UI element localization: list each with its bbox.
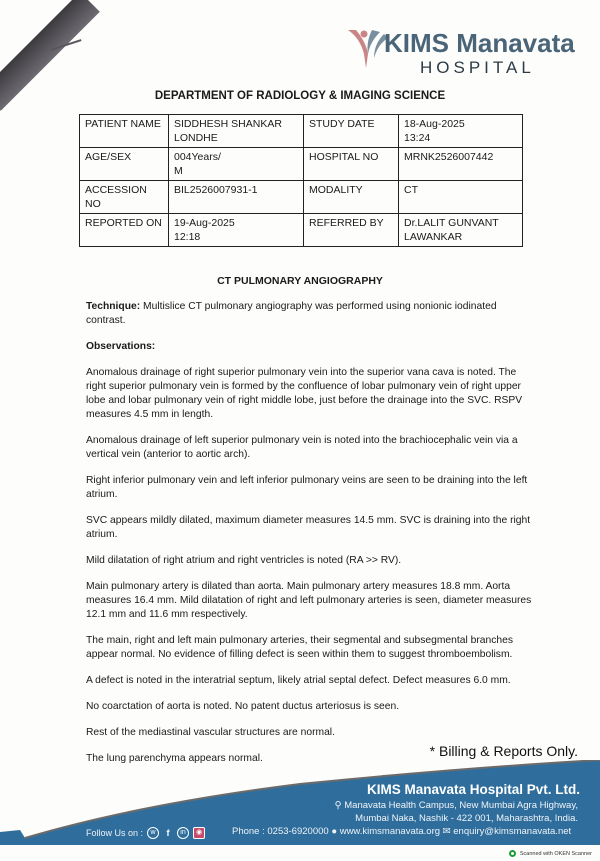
footer-address-line2: Mumbai Naka, Nashik - 422 001, Maharashtra, India. [355,813,578,824]
observation-paragraph: No coarctation of aorta is noted. No patent ductus arteriosus is seen. [86,701,400,712]
observation-paragraph: Right inferior pulmonary vein and left inferior pulmonary veins are seen to be draining into the left atrium. [86,475,528,500]
phone-text: Phone : 0253-6920000 [232,826,329,837]
observation-paragraph: The lung parenchyma appears normal. [86,753,263,764]
globe-icon: ● [331,826,338,837]
info-value-line: 12:18 [174,231,201,243]
observations-label: Observations: [86,341,156,352]
info-label: STUDY DATE [304,115,399,148]
info-value [169,181,304,214]
info-value [169,148,304,181]
info-value-line: LONDHE [174,132,218,144]
brand-name: KIMS Manavata [384,28,575,58]
info-value-line: 18-Aug-2025 [404,118,465,130]
report-title: CT PULMONARY ANGIOGRAPHY [217,275,383,287]
info-label: PATIENT NAME [80,115,169,148]
info-value-line: 19-Aug-2025 [174,217,235,229]
report-body [86,300,536,778]
info-row [80,214,523,247]
billing-note: * Billing & Reports Only. [429,743,578,759]
footer-contact [232,826,571,837]
technique-text: Multislice CT pulmonary angiography was performed using nonionic iodinated contrast. [86,301,497,326]
observation-paragraph: Rest of the mediastinal vascular structures are normal. [86,727,335,738]
linkedin-icon[interactable]: in [177,827,189,839]
brand-subtitle: HOSPITAL [420,58,535,77]
info-value-line: Dr.LALIT GUNVANT [404,217,499,229]
facebook-icon[interactable]: f [166,828,170,838]
observation-paragraph: Anomalous drainage of right superior pulmonary vein into the superior vana cava is noted. The right superior pulmonary vein is formed by the confluence of lobar pulmonary vein of right upper lobe and lobar pulmonary vein of right middle lobe, just before the drainage into the SVC. RSPV measures 4.5 mm in length. [86,367,523,420]
mail-icon: ✉ [442,826,451,837]
info-value [169,115,304,148]
info-value-line: SIDDHESH SHANKAR [174,118,282,130]
info-value [169,214,304,247]
hospital-logo [340,22,580,82]
scanner-logo-icon [509,850,516,857]
info-value [399,115,523,148]
observation-paragraph: The main, right and left main pulmonary arteries, their segmental and subsegmental branches appear normal. No evidence of filling defect is seen within them to suggest thromboembolism. [86,635,513,660]
location-pin-icon: ⚲ [334,800,345,811]
scanner-text: Scanned with OKEN Scanner [519,850,592,857]
info-row [80,148,523,181]
email-link[interactable]: enquiry@kimsmanavata.net [453,826,572,837]
technique-label: Technique: [86,301,141,312]
info-value-line: M [174,165,183,177]
website-link[interactable]: www.kimsmanavata.org [339,826,441,837]
scanner-watermark [509,850,592,857]
patient-info-table [79,114,523,247]
info-row [80,181,523,214]
info-label: MODALITY [304,181,399,214]
info-label: REFERRED BY [304,214,399,247]
info-value [399,181,523,214]
info-row [80,115,523,148]
info-label: ACCESSION NO [80,181,169,214]
footer-address-line1 [335,800,578,811]
observation-paragraph: Mild dilatation of right atrium and right ventricles is noted (RA >> RV). [86,555,402,566]
info-value-line: BIL2526007931-1 [174,184,258,196]
address-line1-text: Manavata Health Campus, New Mumbai Agra Highway, [344,800,578,811]
observation-paragraph: Anomalous drainage of left superior pulmonary vein is noted into the brachiocephalic vein via a vertical vein (anterior to aortic arch). [86,435,518,460]
observation-paragraph: A defect is noted in the interatrial septum, likely atrial septal defect. Defect measures 6.0 mm. [86,675,511,686]
logo-figure-icon [344,24,388,70]
technique-line [86,300,536,328]
info-value-line: CT [404,184,418,196]
observations-list [86,366,536,766]
instagram-icon[interactable]: ◉ [193,827,205,839]
info-label: AGE/SEX [80,148,169,181]
info-value-line: 13:24 [404,132,431,144]
footer-company-name: KIMS Manavata Hospital Pvt. Ltd. [366,782,580,797]
observation-paragraph: SVC appears mildly dilated, maximum diameter measures 14.5 mm. SVC is draining into the right atrium. [86,515,531,540]
whatsapp-icon[interactable]: w [147,827,159,839]
follow-label: Follow Us on : [86,828,144,838]
info-value [399,214,523,247]
info-label: HOSPITAL NO [304,148,399,181]
department-heading: DEPARTMENT OF RADIOLOGY & IMAGING SCIENCE [154,90,446,102]
info-value-line: 004Years/ [174,151,221,163]
info-value-line: MRNK2526007442 [404,151,494,163]
info-label: REPORTED ON [80,214,169,247]
info-value-line: LAWANKAR [404,231,463,243]
info-value [399,148,523,181]
observation-paragraph: Main pulmonary artery is dilated than aorta. Main pulmonary artery measures 18.8 mm. Aorta measures 16.4 mm. Mild dilatation of right and left pulmonary arteries is seen, diameter measures 12.1 mm and 11.6 mm respectively. [86,581,532,620]
footer-follow-us [86,827,205,839]
